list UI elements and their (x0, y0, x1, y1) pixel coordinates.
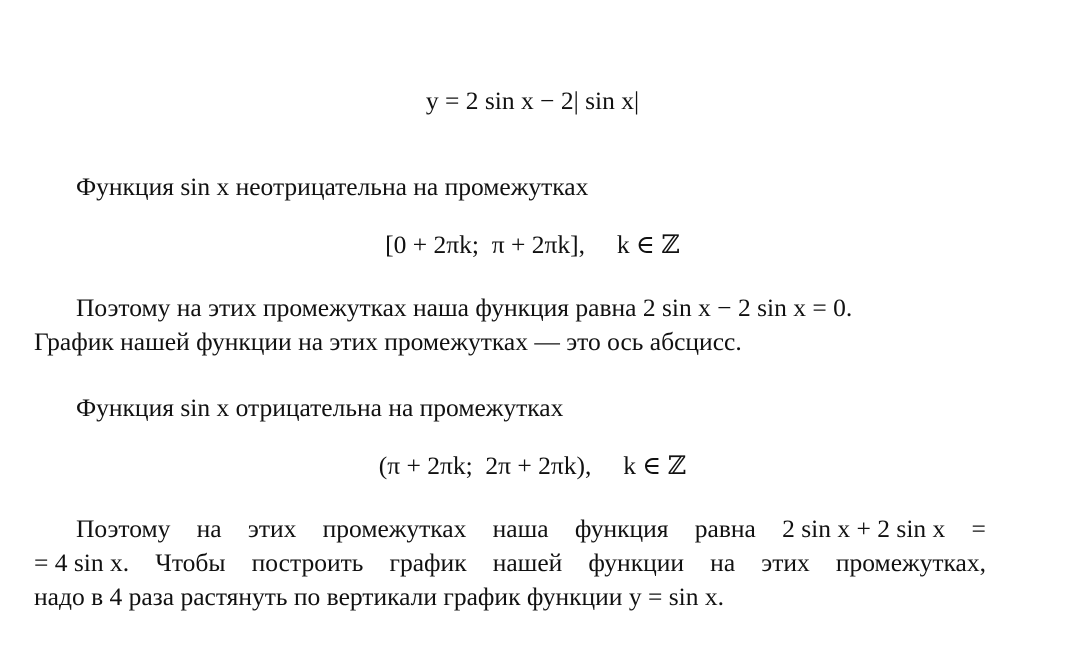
word: этих (247, 514, 297, 543)
word: этих (761, 548, 810, 577)
interval-nonnegative: [0 + 2πk; π + 2πk], k ∈ ℤ (385, 230, 680, 259)
justified-line-1 (76, 512, 986, 546)
word: наша (492, 514, 549, 543)
paragraph-line (34, 546, 986, 580)
paragraph-line (34, 512, 986, 546)
word: Поэтому (76, 514, 171, 543)
justified-line-2 (34, 546, 986, 580)
paragraph-line: надо в 4 раза растянуть по вертикали график функции y = sin x. (34, 582, 724, 611)
paragraph-zero-result (34, 291, 986, 359)
word: график (389, 548, 467, 577)
word: построить (251, 548, 364, 577)
paragraph-stretch (34, 512, 986, 614)
paragraph-negative (34, 391, 986, 425)
word: на (710, 548, 736, 577)
paragraph-line: Функция sin x отрицательна на промежутках (76, 393, 564, 422)
word: Чтобы (155, 548, 226, 577)
interval-negative: (π + 2πk; 2π + 2πk), k ∈ ℤ (378, 451, 687, 480)
word: 2 sin x + 2 sin x (782, 514, 946, 543)
word: функция (574, 514, 669, 543)
word: = (971, 514, 986, 543)
paragraph-line: График нашей функции на этих промежутках — это ось абсцисс. (34, 327, 742, 356)
word: промежутках, (835, 548, 986, 577)
word: на (196, 514, 222, 543)
word: промежутках (322, 514, 467, 543)
word: равна (694, 514, 756, 543)
paragraph-nonnegative (34, 170, 986, 204)
word: функции (588, 548, 685, 577)
word: = 4 sin x. (34, 548, 130, 577)
word: нашей (492, 548, 563, 577)
paragraph-line: Поэтому на этих промежутках наша функция равна 2 sin x − 2 sin x = 0. (76, 293, 853, 322)
paragraph-line: Функция sin x неотрицательна на промежутках (76, 172, 589, 201)
main-equation: y = 2 sin x − 2| sin x| (425, 86, 640, 115)
